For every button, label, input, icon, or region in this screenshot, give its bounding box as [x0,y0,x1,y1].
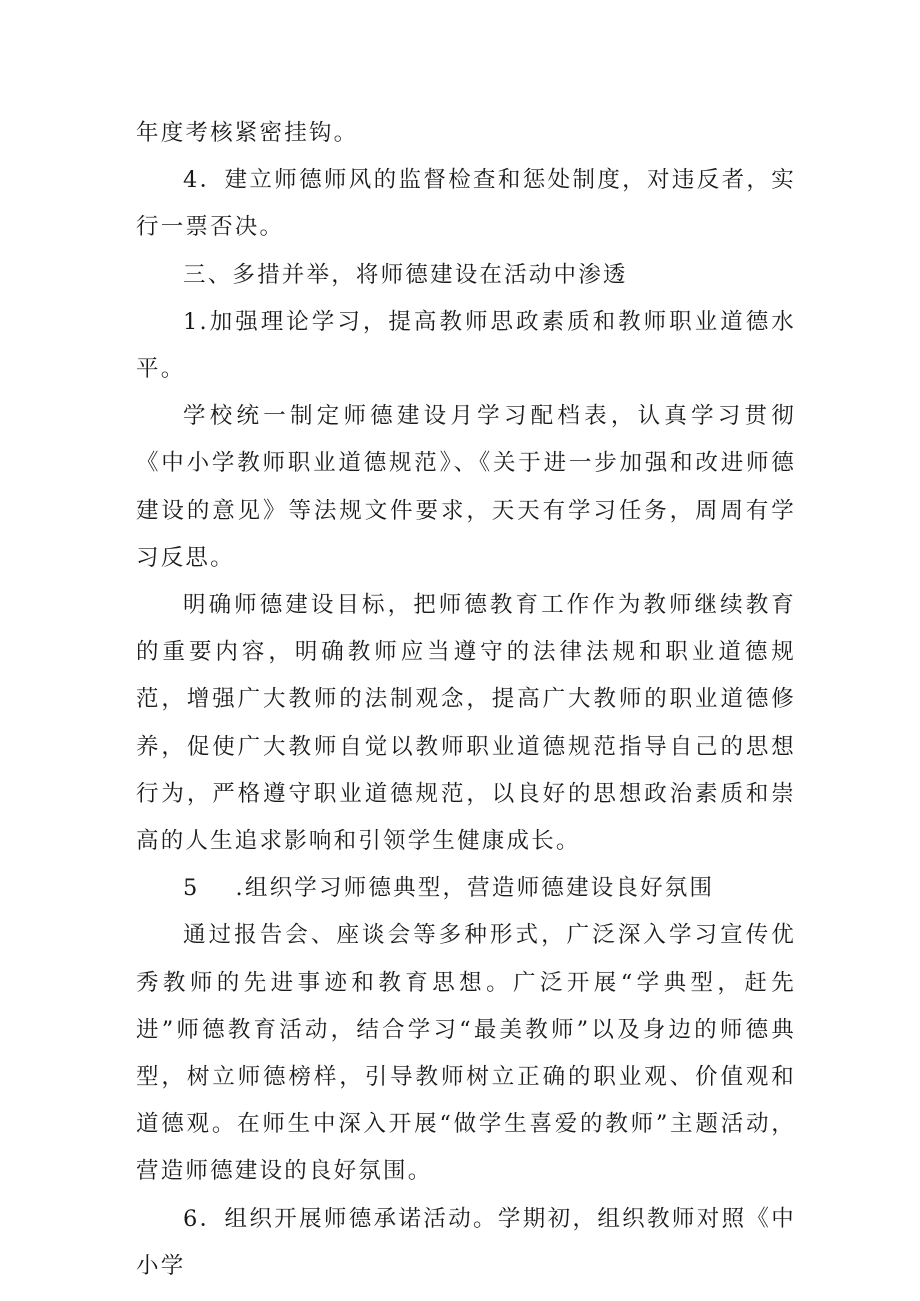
paragraph-2: 4．建立师德师风的监督检查和惩处制度，对违反者，实行一票否决。 [136,167,796,241]
document-body [136,110,796,1290]
section-heading-3: 三、多措并举，将师德建设在活动中渗透 [183,261,628,288]
paragraph-8: 通过报告会、座谈会等多种形式，广泛深入学习宣传优秀教师的先进事迹和教育思想。广泛开展“学典型，赶先进”师德教育活动，结合学习“最美教师”以及身边的师德典型，树立师德榜样，引导教师树立正确的职业观、价值观和道德观。在师生中深入开展“做学生喜爱的教师”主题活动，营造师德建设的良好氛围。 [136,922,796,1185]
paragraph-7-text: .组织学习师德典型，营造师德建设良好氛围 [235,875,715,902]
paragraph-9: 6．组织开展师德承诺活动。学期初，组织教师对照《中小学 [136,1205,796,1279]
paragraph-1: 年度考核紧密挂钩。 [136,120,359,146]
paragraph-6: 明确师德建设目标，把师德教育工作作为教师继续教育的重要内容，明确教师应当遵守的法律法规和职业道德规范，增强广大教师的法制观念，提高广大教师的职业道德修养，促使广大教师自觉以教师职业道德规范指导自己的思想行为，严格遵守职业道德规范，以良好的思想政治素质和崇高的人生追求影响和引领学生健康成长。 [136,592,796,855]
paragraph-7 [136,865,796,912]
paragraph-5: 学校统一制定师德建设月学习配档表，认真学习贯彻《中小学教师职业道德规范》、《关于进一步加强和改进师德建设的意见》等法规文件要求，天天有学习任务，周周有学习反思。 [136,403,796,571]
paragraph-4: 1.加强理论学习，提高教师思政素质和教师职业道德水平。 [136,308,796,383]
paragraph-7-number: 5 [183,875,200,902]
